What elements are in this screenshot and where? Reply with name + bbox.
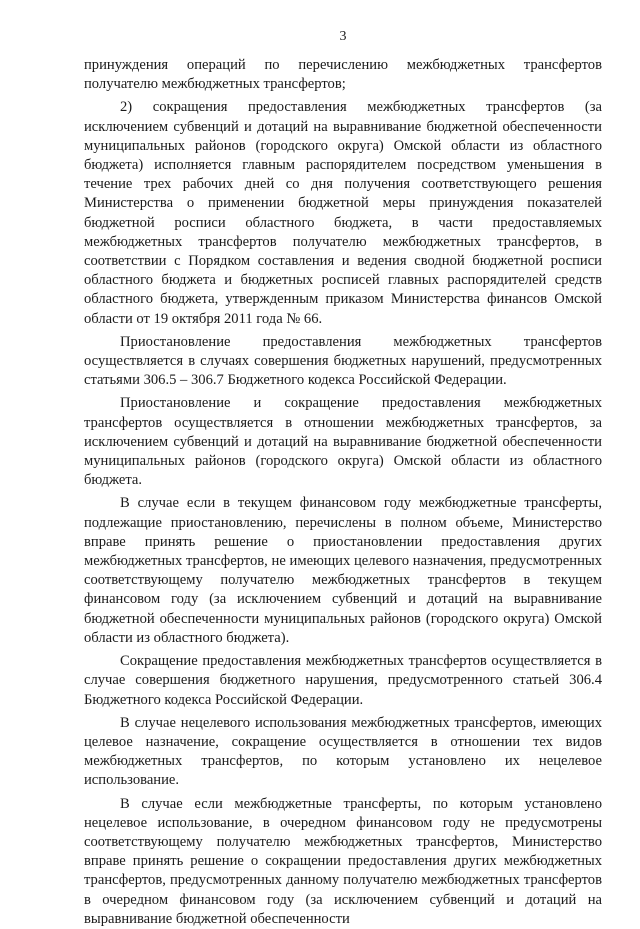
paragraph-2: 2) сокращения предоставления межбюджетных трансфертов (за исключением субвенций и дотаций на выравнивание бюджетной обеспеченности муниципальных районов (городского округа) Омской области из областного бюджета) исполняется главным распорядителем посредством уменьшения в течение трех рабочих дней со дня получения соответствующего решения Министерства о применении бюджетной меры принуждения показателей бюджетной росписи областного бюджета, в части предоставляемых межбюджетных трансфертов получателю межбюджетных трансфертов, в соответствии с Порядком составления и ведения сводной бюджетной росписи областного бюджета и бюджетных росписей главных распорядителей средств областного бюджета, утвержденным приказом Министерства финансов Омской области от 19 октября 2011 года № 66. — [84, 99, 602, 327]
paragraph-4: Приостановление и сокращение предоставления межбюджетных трансфертов осуществляется в отношении межбюджетных трансфертов, за исключением субвенций и дотаций на выравнивание бюджетной обеспеченности муниципальных районов (городского округа) Омской области из областного бюджета. — [84, 395, 602, 489]
paragraph-3: Приостановление предоставления межбюджетных трансфертов осуществляется в случаях совершения бюджетных нарушений, предусмотренных статьями 306.5 – 306.7 Бюджетного кодекса Российской Федерации. — [84, 333, 602, 389]
paragraph-8: В случае если межбюджетные трансферты, по которым установлено нецелевое использование, в очередном финансовом году не предусмотрены соответствующему получателю межбюджетных трансфертов, Министерство вправе принять решение о сокращении предоставления других межбюджетных трансфертов, предусмотренных данному получателю межбюджетных трансфертов в очередном финансовом году (за исключением субвенций и дотаций на выравнивание бюджетной обеспеченности — [84, 795, 602, 927]
page-number: 3 — [339, 29, 347, 44]
paragraph-6: Сокращение предоставления межбюджетных трансфертов осуществляется в случае совершения бюджетного нарушения, предусмотренного статьей 306.4 Бюджетного кодекса Российской Федерации. — [84, 653, 602, 708]
paragraph-7: В случае нецелевого использования межбюджетных трансфертов, имеющих целевое назначение, сокращение осуществляется в отношении тех видов межбюджетных трансфертов, по которым установлено их нецелевое использование. — [84, 714, 602, 789]
paragraph-1: принуждения операций по перечислению межбюджетных трансфертов получателю межбюджетных трансфертов; — [84, 57, 602, 93]
paragraph-5: В случае если в текущем финансовом году межбюджетные трансферты, подлежащие приостановлению, перечислены в полном объеме, Министерство вправе принять решение о приостановлении предоставления других межбюджетных трансфертов, не имеющих целевого назначения, предусмотренных соответствующему получателю межбюджетных трансфертов в текущем финансовом году (за исключением субвенций и дотаций на выравнивание бюджетной обеспеченности муниципальных районов (городского округа) Омской области из областного бюджета). — [84, 495, 602, 646]
